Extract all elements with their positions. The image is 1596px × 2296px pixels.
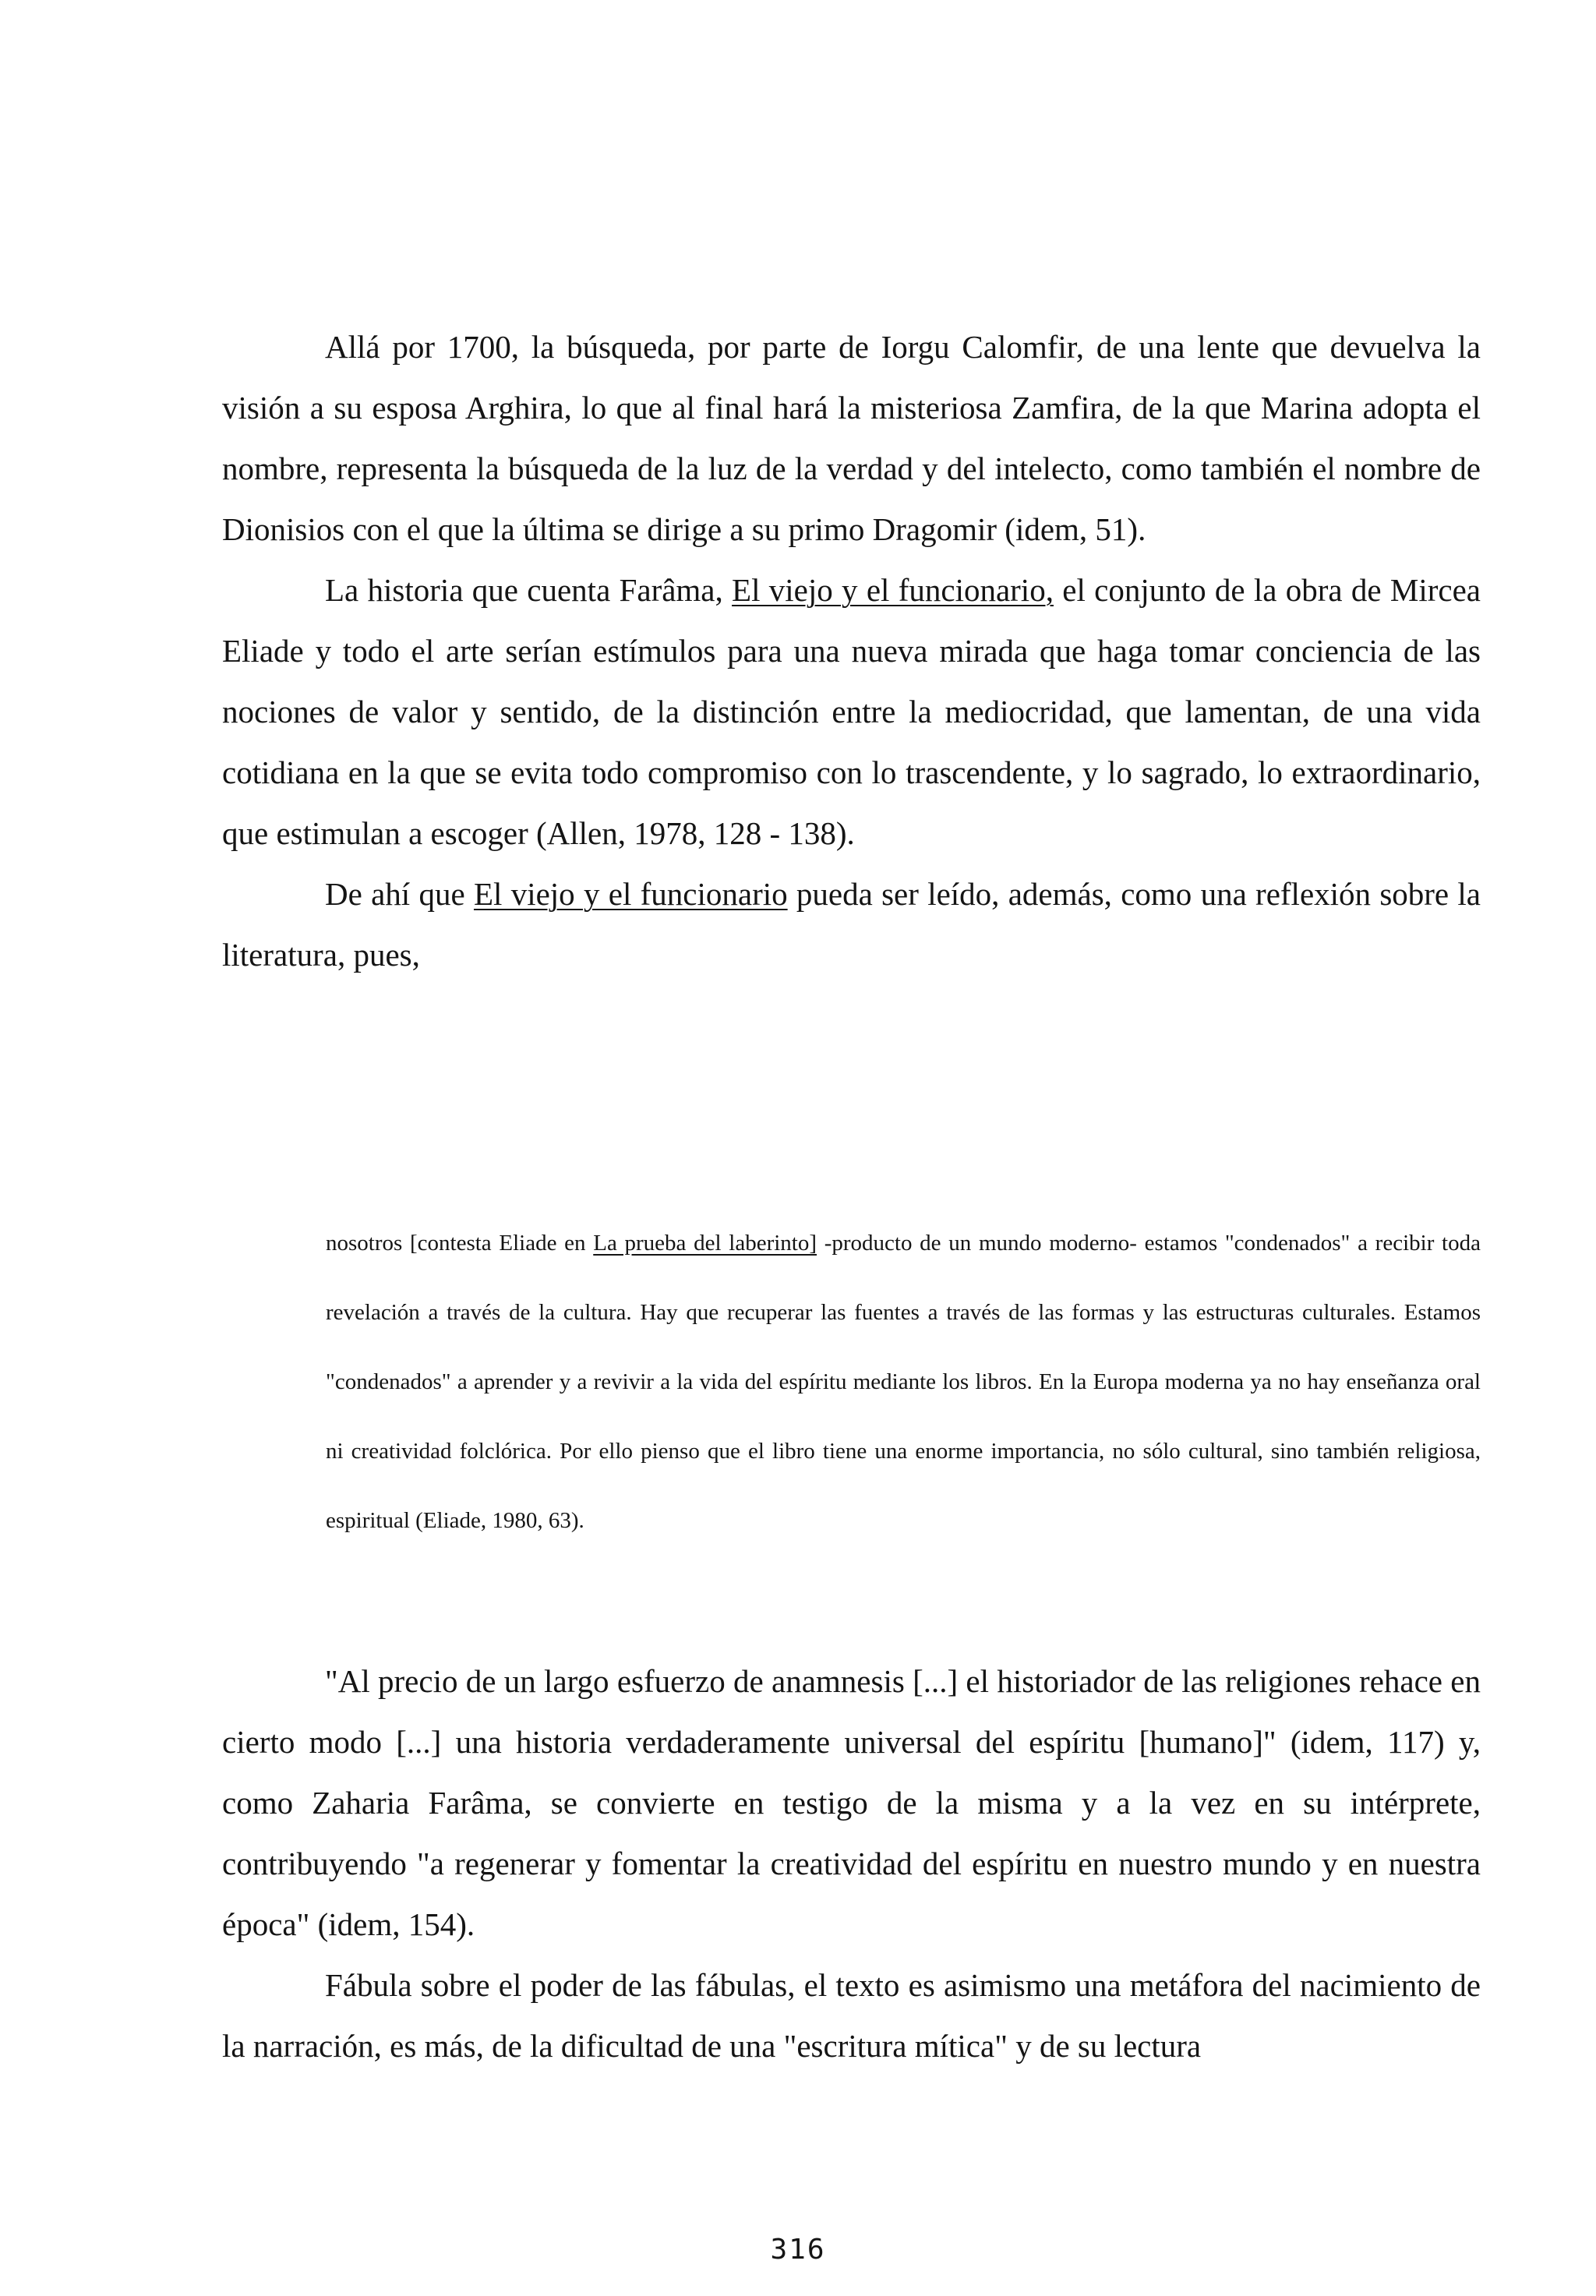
block-quote xyxy=(326,1209,1481,1556)
page-number: 316 xyxy=(770,2234,826,2266)
text-block-upper xyxy=(222,316,1481,985)
paragraph-5 xyxy=(222,1955,1481,2076)
paragraph-5-text: Fábula sobre el poder de las fábulas, el texto es asimismo una metáfora del nacimiento de la narración, es más, de la dificultad de una "escritura mítica" y de su lectura xyxy=(222,1967,1481,2064)
book-title-underlined: El viejo y el funcionario, xyxy=(732,572,1054,608)
paragraph-2-rest: el conjunto de la obra de Mircea Eliade y todo el arte serían estímulos para una nueva mirada que haga tomar conciencia de las nociones de valor y sentido, de la distinción entre la mediocridad, que lamentan, de una vida cotidiana en la que se evita todo compromiso con lo trascendente, y lo sagrado, lo extraordinario, que estimulan a escoger (Allen, 1978, 128 - 138). xyxy=(222,572,1481,851)
paragraph-1 xyxy=(222,316,1481,560)
paragraph-1-text: Allá por 1700, la búsqueda, por parte de Iorgu Calomfir, de una lente que devuelva la visión a su esposa Arghira, lo que al final hará la misteriosa Zamfira, de la que Marina adopta el nombre, representa la búsqueda de la luz de la verdad y del intelecto, como también el nombre de Dionisios con el que la última se dirige a su primo Dragomir (idem, 51). xyxy=(222,329,1481,547)
paragraph-2 xyxy=(222,560,1481,864)
quote-rest: -producto de un mundo moderno- estamos "condenados" a recibir toda revelación a través de la cultura. Hay que recuperar las fuentes a través de las formas y las estructuras culturales. Estamos "condenados" a aprender y a revivir a la vida del espíritu mediante los libros. En la Europa moderna ya no hay enseñanza oral ni creatividad folclórica. Por ello pienso que el libro tiene una enorme importancia, no sólo cultural, sino también religiosa, espiritual (Eliade, 1980, 63). xyxy=(326,1231,1481,1533)
paragraph-2-lead: La historia que cuenta Farâma, xyxy=(325,572,733,608)
quote-lead: nosotros [contesta Eliade en xyxy=(326,1231,594,1256)
quoted-book-title: La prueba del laberinto] xyxy=(593,1231,817,1256)
paragraph-3 xyxy=(222,864,1481,985)
paragraph-3-rest: pueda ser leído, además, como una reflexión sobre la literatura, pues, xyxy=(222,876,1481,973)
book-title-underlined: El viejo y el funcionario xyxy=(473,876,788,912)
text-block-lower xyxy=(222,1651,1481,2076)
paragraph-4 xyxy=(222,1651,1481,1955)
paragraph-4-text: "Al precio de un largo esfuerzo de anamnesis [...] el historiador de las religiones rehace en cierto modo [...] una historia verdaderamente universal del espíritu [humano]" (idem, 117) y, como Zaharia Farâma, se convierte en testigo de la misma y a la vez en su intérprete, contribuyendo "a regenerar y fomentar la creatividad del espíritu en nuestro mundo y en nuestra época" (idem, 154). xyxy=(222,1663,1481,1942)
paragraph-3-lead: De ahí que xyxy=(325,876,474,912)
